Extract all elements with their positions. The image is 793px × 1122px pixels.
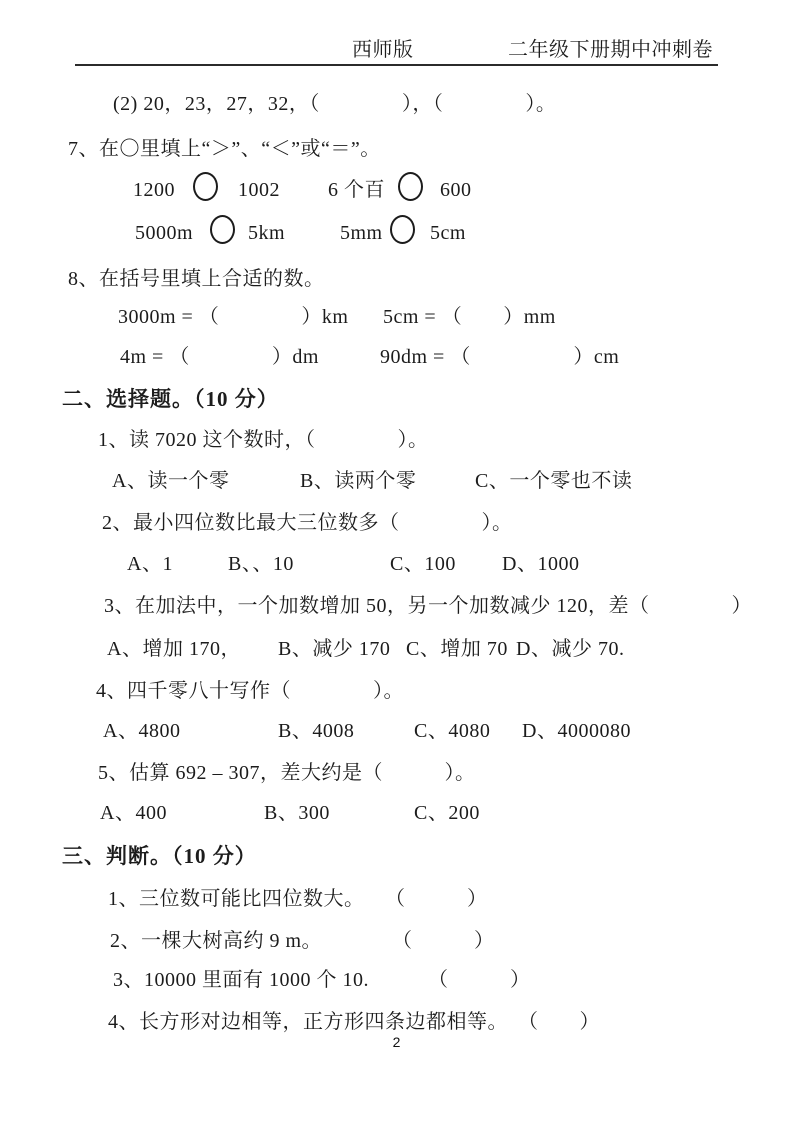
judgment-text: 4、长方形对边相等，正方形四条边都相等。 [108, 1011, 508, 1033]
choice-option: D、减少 70. [516, 638, 625, 660]
page-number: 2 [392, 1034, 401, 1050]
choice-question-stem: 3、在加法中，一个加数增加 50，另一个加数减少 120，差（ ） [104, 595, 752, 617]
judgment-blank: （ ） [392, 930, 495, 952]
q7-row2-right-value-a: 5mm [340, 222, 383, 244]
choice-question-stem: 2、最小四位数比最大三位数多（ ）。 [102, 512, 513, 534]
choice-option: B、读两个零 [300, 470, 417, 492]
choice-question-stem: 1、读 7020 这个数时，（ ）。 [98, 429, 429, 451]
choice-option: B、减少 170 [278, 638, 391, 660]
choice-option: C、200 [414, 802, 480, 824]
header-divider [75, 64, 718, 66]
choice-option: C、一个零也不读 [475, 470, 633, 492]
q7-row1-right-value-b: 600 [440, 179, 472, 201]
judgment-text: 3、10000 里面有 1000 个 10. [113, 969, 369, 991]
choice-option: C、4080 [414, 720, 491, 742]
header-edition-label: 西师版 [352, 39, 414, 61]
choice-option: A、增加 170， [107, 638, 241, 660]
choice-option: B、4008 [278, 720, 355, 742]
comparison-circle [398, 172, 423, 201]
unit-conversion-cell: 5cm = （ ）mm [383, 306, 556, 328]
q7-row2-left-value-a: 5000m [135, 222, 194, 244]
judgment-blank: （ ） [428, 969, 531, 991]
choice-option: D、4000080 [522, 720, 631, 742]
choice-option: B、、10 [228, 553, 294, 575]
q7-row2-right-value-b: 5cm [430, 222, 466, 244]
q7-row1-right-value-a: 6 个百 [328, 179, 385, 201]
choice-option: D、1000 [502, 553, 580, 575]
q7-row2-left-value-b: 5km [248, 222, 286, 244]
choice-question-stem: 4、四千零八十写作（ ）。 [96, 680, 404, 702]
unit-conversion-cell: 90dm = （ ）cm [380, 346, 620, 368]
q7-row1-left-value-a: 1200 [133, 179, 175, 201]
section-judgment-heading: 三、判断。（10 分） [62, 844, 257, 868]
judgment-text: 2、一棵大树高约 9 m。 [110, 930, 323, 952]
unit-conversion-cell: 4m = （ ）dm [120, 346, 319, 368]
choice-question-stem: 5、估算 692 – 307，差大约是（ ）。 [98, 762, 476, 784]
choice-option: A、1 [127, 553, 173, 575]
comparison-circle [193, 172, 218, 201]
judgment-blank: （ ） [385, 888, 488, 910]
section-choice-heading: 二、选择题。（10 分） [62, 387, 279, 411]
choice-option: C、增加 70 [406, 638, 508, 660]
q7-row1-left-value-b: 1002 [238, 179, 280, 201]
header-title-label: 二年级下册期中冲刺卷 [508, 39, 713, 61]
comparison-circle [210, 215, 235, 244]
judgment-text: 1、三位数可能比四位数大。 [108, 888, 365, 910]
q7-prompt: 7、在〇里填上“＞”、“＜”或“＝”。 [68, 138, 381, 160]
choice-option: A、4800 [103, 720, 181, 742]
unit-conversion-cell: 3000m = （ ）km [118, 306, 349, 328]
q8-prompt: 8、在括号里填上合适的数。 [68, 268, 325, 290]
comparison-circle [390, 215, 415, 244]
choice-option: A、读一个零 [112, 470, 230, 492]
sequence-fill-item: (2) 20，23，27，32，（ ），（ ）。 [113, 93, 557, 115]
choice-option: B、300 [264, 802, 330, 824]
judgment-blank: （ ） [518, 1011, 600, 1033]
choice-option: C、100 [390, 553, 456, 575]
choice-option: A、400 [100, 802, 167, 824]
